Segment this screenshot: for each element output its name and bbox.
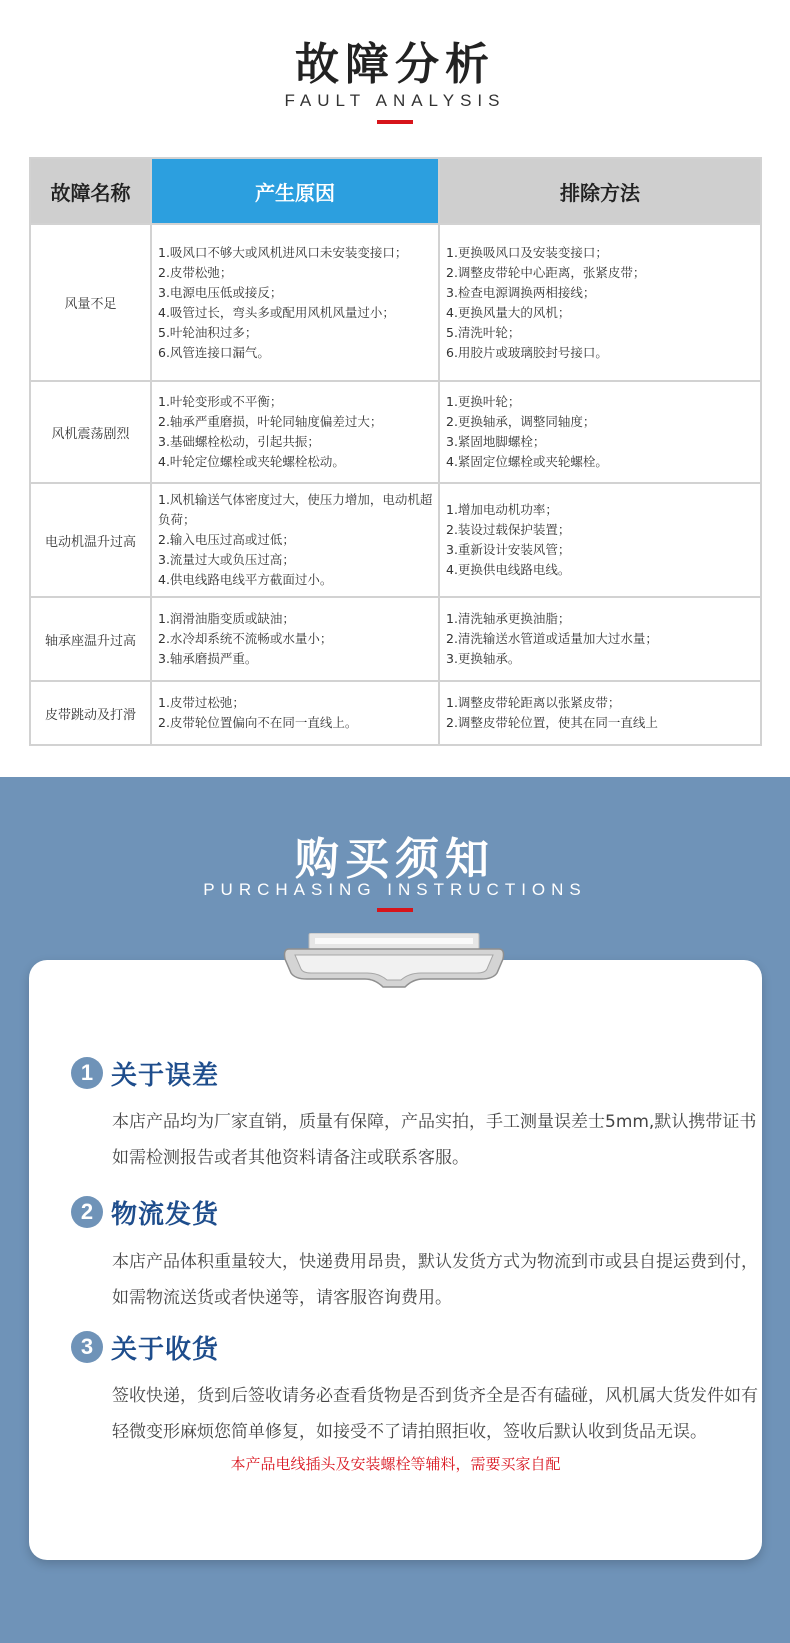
item-heading <box>71 1327 219 1367</box>
header-cause: 产生原因 <box>151 158 439 224</box>
fix-line: 4.更换供电线路电线。 <box>446 562 571 577</box>
fix-line: 3.重新设计安装风管； <box>446 542 571 557</box>
item-heading <box>71 1192 219 1232</box>
fault-name-cell: 风量不足 <box>30 224 151 381</box>
number-badge: 2 <box>71 1196 103 1228</box>
cause-cell <box>151 681 439 745</box>
item-heading <box>71 1053 219 1093</box>
fault-name-cell: 轴承座温升过高 <box>30 597 151 681</box>
item-title: 关于误差 <box>111 1060 220 1091</box>
fix-line: 3.检查电源调换两相接线； <box>446 284 596 300</box>
item-body: 本店产品体积重量较大，快递费用昂贵，默认发货方式为物流到市或县自提运费到付，如需物流送货或者快递等，请客服咨询费用。 <box>112 1252 758 1308</box>
table-row <box>30 483 761 597</box>
fault-analysis-section <box>0 0 790 777</box>
fix-line: 2.更换轴承，调整同轴度； <box>446 414 596 429</box>
fix-line: 1.更换叶轮； <box>446 394 521 409</box>
cause-line: 4.供电线路电线平方截面过小。 <box>158 572 333 587</box>
cause-line: 3.轴承磨损严重。 <box>158 651 258 666</box>
number-badge: 3 <box>71 1331 103 1363</box>
fix-line: 2.装设过载保护装置； <box>446 522 571 537</box>
purchase-section <box>0 777 790 1643</box>
fix-line: 1.清洗轴承更换油脂； <box>446 611 571 626</box>
cause-cell <box>151 597 439 681</box>
cause-line: 1.风机输送气体密度过大，使压力增加，电动机超负荷； <box>158 492 433 527</box>
fix-line: 2.调整皮带轮位置，使其在同一直线上 <box>446 715 658 730</box>
accessory-note: 本产品电线插头及安装螺栓等辅料，需要买家自配 <box>230 1455 561 1473</box>
item-title: 物流发货 <box>111 1199 220 1230</box>
header-fault-name: 故障名称 <box>30 158 151 224</box>
cause-line: 1.叶轮变形或不平衡； <box>158 394 283 409</box>
item-body: 签收快递，货到后签收请务必查看货物是否到货齐全是否有磕碰，风机属大货发件如有轻微变形麻烦您简单修复，如接受不了请拍照拒收，签收后默认收到货品无误。 <box>112 1386 758 1442</box>
table-row <box>30 681 761 745</box>
table-row <box>30 224 761 381</box>
cause-line: 2.轴承严重磨损，叶轮同轴度偏差过大； <box>158 414 383 429</box>
fix-cell <box>439 483 761 597</box>
purchase-title: 购买须知 <box>295 834 495 885</box>
fix-line: 1.增加电动机功率； <box>446 502 558 517</box>
fix-line: 4.更换风量大的风机； <box>446 304 571 320</box>
cause-line: 1.吸风口不够大或风机进风口未安装变接口； <box>158 244 408 260</box>
purchase-subtitle: PURCHASING INSTRUCTIONS <box>203 880 587 899</box>
cause-line: 3.基础螺栓松动，引起共振； <box>158 434 320 449</box>
fix-line: 3.紧固地脚螺栓； <box>446 434 546 449</box>
fix-line: 4.紧固定位螺栓或夹轮螺栓。 <box>446 454 608 469</box>
fix-line: 2.调整皮带轮中心距离，张紧皮带； <box>446 264 646 280</box>
cause-cell <box>151 224 439 381</box>
cause-line: 2.输入电压过高或过低； <box>158 532 295 547</box>
number-badge: 1 <box>71 1057 103 1089</box>
cause-cell <box>151 483 439 597</box>
fix-line: 3.更换轴承。 <box>446 651 521 666</box>
cause-line: 3.电源电压低或接反； <box>158 284 283 300</box>
table-header-row <box>30 158 761 224</box>
fault-table <box>29 157 762 746</box>
fix-cell <box>439 681 761 745</box>
fix-line: 2.清洗输送水管道或适量加大过水量； <box>446 631 658 646</box>
cause-line: 2.皮带松弛； <box>158 264 233 280</box>
fix-cell <box>439 597 761 681</box>
title-underline <box>377 908 413 912</box>
fault-title: 故障分析 <box>295 39 495 90</box>
item-title: 关于收货 <box>111 1334 220 1365</box>
cause-line: 1.皮带过松弛； <box>158 695 245 710</box>
table-row <box>30 381 761 483</box>
fault-subtitle: FAULT ANALYSIS <box>284 91 506 110</box>
cause-line: 2.水冷却系统不流畅或水量小； <box>158 631 333 646</box>
instruction-card <box>29 960 762 1560</box>
table-row <box>30 597 761 681</box>
title-underline <box>377 120 413 124</box>
cause-cell <box>151 381 439 483</box>
fault-name-cell: 电动机温升过高 <box>30 483 151 597</box>
cause-line: 4.吸管过长，弯头多或配用风机风量过小； <box>158 304 395 320</box>
fix-cell <box>439 381 761 483</box>
cause-line: 1.润滑油脂变质或缺油； <box>158 611 295 626</box>
cause-line: 5.叶轮油积过多； <box>158 324 258 340</box>
fault-name-cell: 风机震荡剧烈 <box>30 381 151 483</box>
fix-line: 1.调整皮带轮距离以张紧皮带； <box>446 695 621 710</box>
cause-line: 2.皮带轮位置偏向不在同一直线上。 <box>158 715 358 730</box>
item-body: 本店产品均为厂家直销，质量有保障，产品实拍，手工测量误差士5mm,默认携带证书如需检测报告或者其他资料请备注或联系客服。 <box>112 1112 757 1168</box>
cause-line: 4.叶轮定位螺栓或夹轮螺栓松动。 <box>158 454 345 469</box>
clipboard-clip-icon <box>281 933 507 989</box>
fix-line: 1.更换吸风口及安装变接口； <box>446 244 608 260</box>
fix-cell <box>439 224 761 381</box>
fix-line: 5.清洗叶轮； <box>446 324 521 340</box>
header-fix: 排除方法 <box>439 158 761 224</box>
fault-name-cell: 皮带跳动及打滑 <box>30 681 151 745</box>
cause-line: 6.风管连接口漏气。 <box>158 344 270 360</box>
fix-line: 6.用胶片或玻璃胶封号接口。 <box>446 344 608 360</box>
cause-line: 3.流量过大或负压过高； <box>158 552 295 567</box>
